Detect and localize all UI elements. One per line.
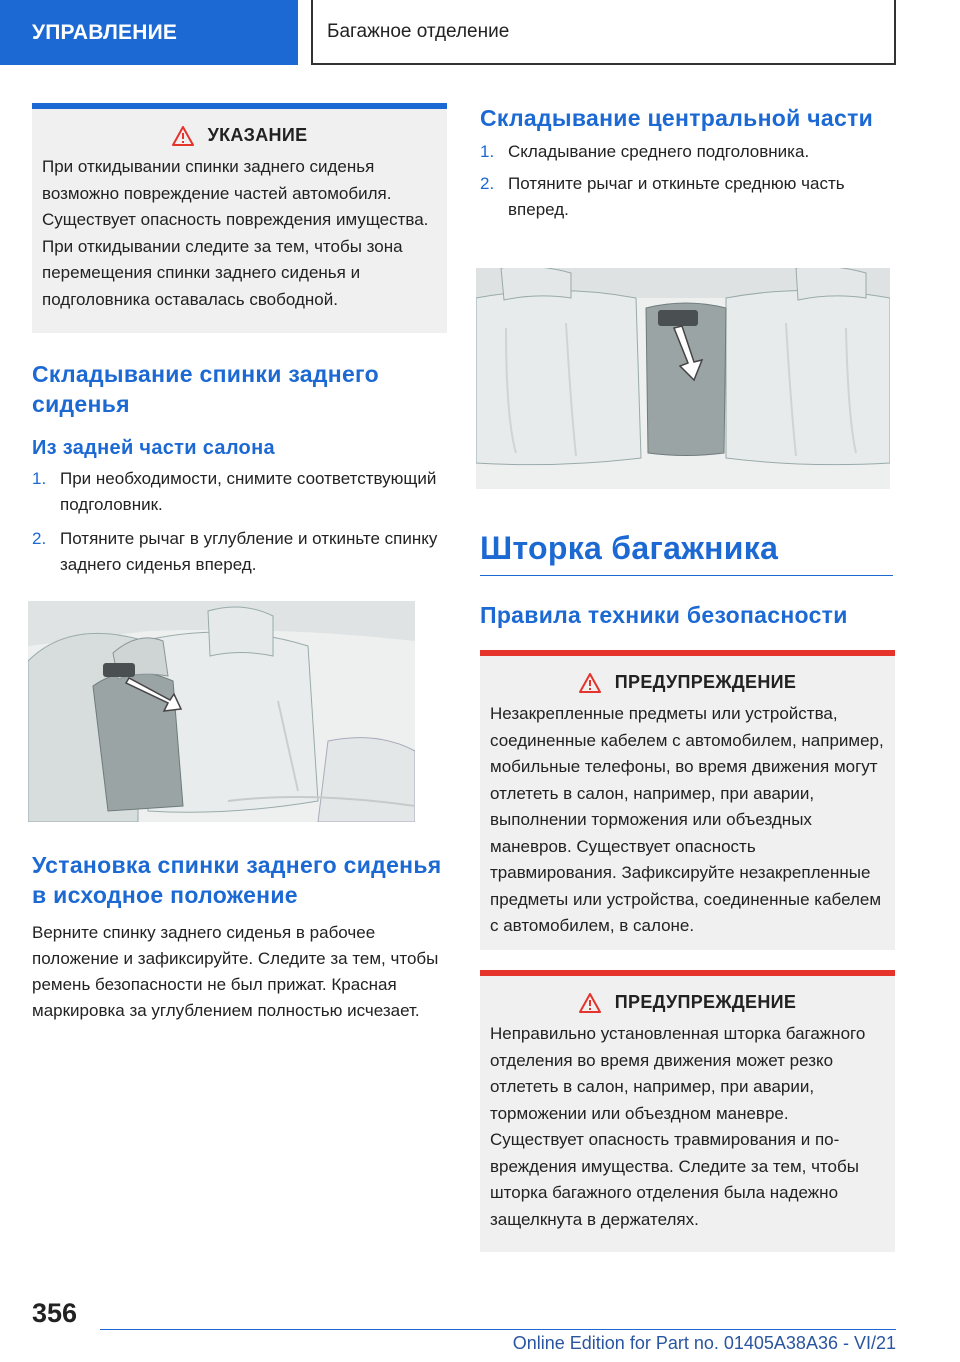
subsection-header <box>311 0 896 65</box>
step-text: При необходимости, снимите соответствующий подголовник. <box>60 469 437 514</box>
warning-triangle-icon <box>579 993 601 1013</box>
heading-install-backrest: Установка спинки заднего сиденья в исходное положение <box>32 852 442 908</box>
section-title: УПРАВЛЕНИЕ <box>32 20 178 44</box>
notice-box <box>32 103 447 333</box>
heading-rule <box>480 575 893 576</box>
section-tab <box>0 0 298 65</box>
warning-text: Незакрепленные предметы или устройства, соединенные кабелем с автомобилем, например, мобильные телефоны, во время движения могут отлететь в салон, например, при аварии, выполнении торможения или объездных маневров. Существует опасность травмирования. Зафиксируйте незакрепленные предметы или устройства, соединенные кабелем с автомобилем, в салоне. <box>490 704 884 935</box>
center-section-fold-illustration <box>476 268 890 489</box>
warning-title: ПРЕДУПРЕЖДЕНИЕ <box>614 992 797 1012</box>
warning-header <box>490 992 885 1013</box>
fold-steps-list <box>32 466 447 578</box>
step-number: 2. <box>480 174 495 193</box>
warning-header <box>490 672 885 693</box>
heading-fold-backrest: Складывание спинки заднего сиденья <box>32 361 379 417</box>
notice-text: При откидывании спинки заднего сиденья возможно повреждение частей автомобиля. Существует опасность повреждения имущества. При откидывании следите за тем, чтобы зона перемещения спинки заднего сиденья и подголовника оставалась свободной. <box>42 157 429 309</box>
heading-fold-center: Складывание центральной части <box>480 105 874 131</box>
warning-title: ПРЕДУПРЕЖДЕНИЕ <box>614 672 797 692</box>
right-column-lower <box>480 530 895 1252</box>
step-text: Потяните рычаг и откиньте среднюю часть вперед. <box>508 174 845 219</box>
center-steps-list <box>480 139 895 223</box>
warning-triangle-icon <box>172 126 194 146</box>
step-number: 2. <box>32 529 47 548</box>
step-number: 1. <box>480 142 495 161</box>
notice-header <box>42 125 437 146</box>
left-column-lower <box>32 850 447 1024</box>
heading-from-rear: Из задней части салона <box>32 437 275 459</box>
footer-edition: Online Edition for Part no. 01405A38A36 - VI/21 <box>512 1333 896 1353</box>
list-item <box>480 171 895 223</box>
list-item <box>32 466 447 518</box>
step-text: Потяните рычаг в углубление и откиньте спинку заднего сиденья вперед. <box>60 529 438 574</box>
list-item <box>32 526 447 578</box>
heading-safety: Правила техники безопасности <box>480 602 848 628</box>
footer-rule <box>100 1329 896 1330</box>
page-number: 356 <box>32 1298 78 1328</box>
notice-title: УКАЗАНИЕ <box>207 125 308 145</box>
subsection-title: Багажное отделение <box>327 20 510 42</box>
left-column <box>32 103 447 578</box>
warning-text: Неправильно установленная шторка багажного отделения во время движения может резко отлететь в салон, например, при аварии, торможении или объездном маневре. Существует опасность травмирования и повреждения имущества. Следите за тем, чтобы шторка багажного отделения была надежно защелкнута в держателях. <box>490 1024 866 1229</box>
warning-triangle-icon <box>579 673 601 693</box>
rear-seat-fold-illustration <box>28 601 415 822</box>
step-number: 1. <box>32 469 47 488</box>
install-text: Верните спинку заднего сиденья в рабочее положение и зафиксируйте. Следите за тем, чтобы ремень безопасности не был прижат. Красная маркировка за углублением полностью исчезает. <box>32 923 439 1020</box>
warning-box-1 <box>480 650 895 950</box>
right-column <box>480 103 895 223</box>
step-text: Складывание среднего подголовника. <box>508 142 810 161</box>
heading-cargo-cover: Шторка багажника <box>480 530 779 566</box>
list-item <box>480 139 895 165</box>
warning-box-2 <box>480 970 895 1252</box>
